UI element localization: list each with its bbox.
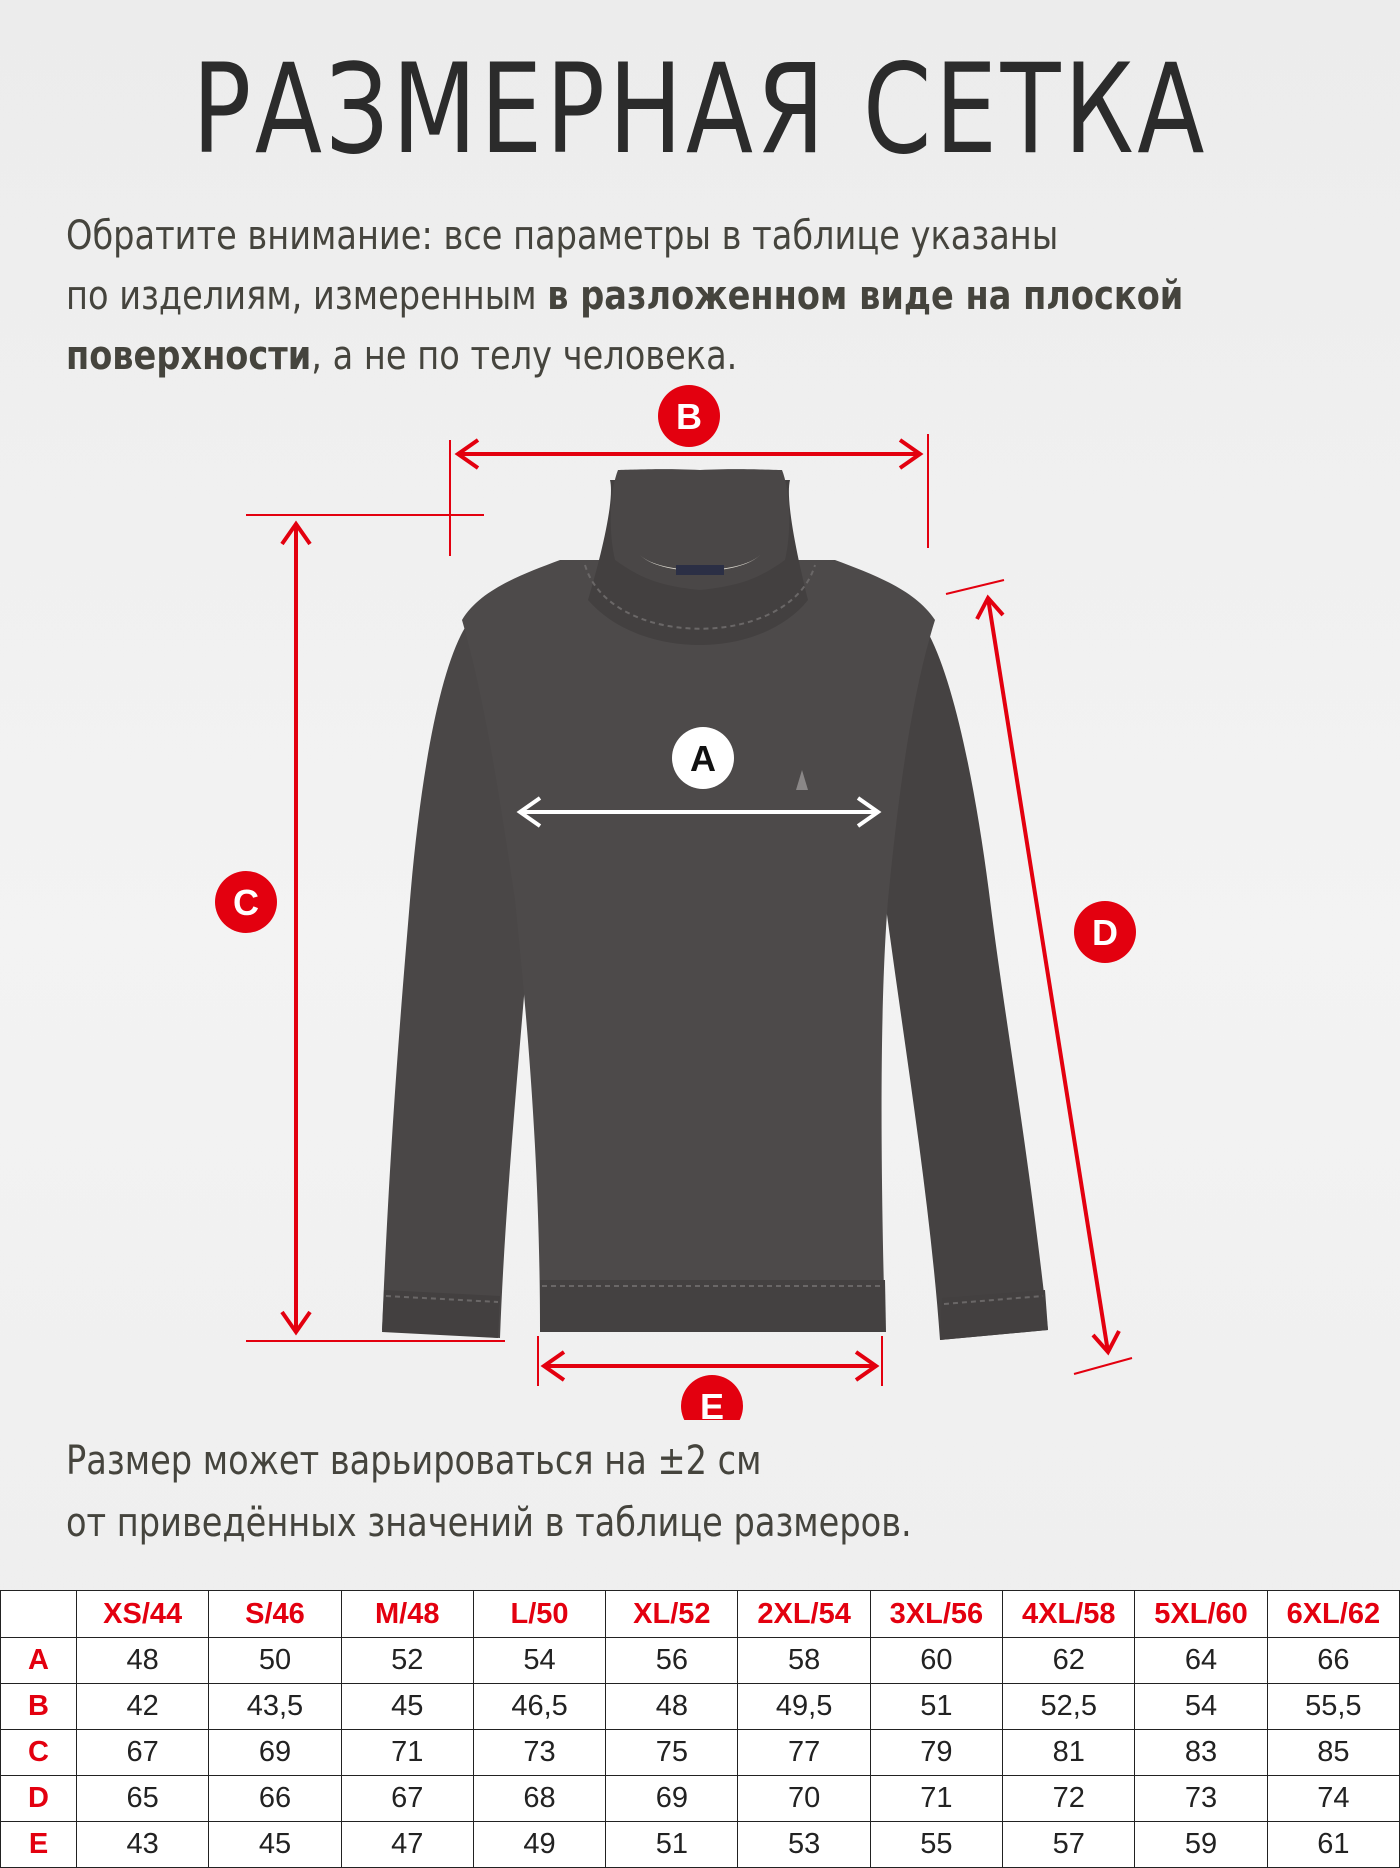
size-header: 6XL/62 bbox=[1267, 1591, 1399, 1638]
size-value-cell: 65 bbox=[77, 1776, 209, 1822]
size-value-cell: 67 bbox=[341, 1776, 473, 1822]
size-value-cell: 71 bbox=[341, 1730, 473, 1776]
measurement-note-line-3-bold: поверхности bbox=[66, 333, 312, 379]
tolerance-note-line-2: от приведённых значений в таблице размеров. bbox=[66, 1500, 912, 1546]
badge-b-label: B bbox=[676, 396, 702, 437]
size-value-cell: 57 bbox=[1003, 1822, 1135, 1868]
size-value-cell: 74 bbox=[1267, 1776, 1399, 1822]
size-value-cell: 53 bbox=[738, 1822, 870, 1868]
size-value-cell: 52 bbox=[341, 1638, 473, 1684]
size-value-cell: 77 bbox=[738, 1730, 870, 1776]
size-value-cell: 55,5 bbox=[1267, 1684, 1399, 1730]
size-header: M/48 bbox=[341, 1591, 473, 1638]
size-value-cell: 51 bbox=[870, 1684, 1002, 1730]
size-value-cell: 61 bbox=[1267, 1822, 1399, 1868]
table-row bbox=[1, 1822, 1400, 1868]
measurement-note-line-3-plain: , а не по телу человека. bbox=[311, 333, 738, 379]
size-header: 2XL/54 bbox=[738, 1591, 870, 1638]
row-label: B bbox=[1, 1684, 77, 1730]
size-value-cell: 75 bbox=[606, 1730, 738, 1776]
corner-cell bbox=[1, 1591, 77, 1638]
size-value-cell: 83 bbox=[1135, 1730, 1267, 1776]
size-header: 5XL/60 bbox=[1135, 1591, 1267, 1638]
size-value-cell: 56 bbox=[606, 1638, 738, 1684]
size-value-cell: 67 bbox=[77, 1730, 209, 1776]
table-row bbox=[1, 1776, 1400, 1822]
size-header: XS/44 bbox=[77, 1591, 209, 1638]
badge-b bbox=[658, 385, 720, 447]
badge-a-label: A bbox=[690, 738, 716, 779]
size-value-cell: 59 bbox=[1135, 1822, 1267, 1868]
table-row bbox=[1, 1684, 1400, 1730]
size-value-cell: 72 bbox=[1003, 1776, 1135, 1822]
size-value-cell: 66 bbox=[209, 1776, 341, 1822]
size-value-cell: 55 bbox=[870, 1822, 1002, 1868]
size-value-cell: 48 bbox=[77, 1638, 209, 1684]
size-value-cell: 48 bbox=[606, 1684, 738, 1730]
measurement-note-line-2-bold: в разложенном виде на плоской bbox=[547, 273, 1184, 319]
size-value-cell: 50 bbox=[209, 1638, 341, 1684]
size-value-cell: 71 bbox=[870, 1776, 1002, 1822]
size-header: L/50 bbox=[473, 1591, 605, 1638]
size-value-cell: 70 bbox=[738, 1776, 870, 1822]
size-header: 4XL/58 bbox=[1003, 1591, 1135, 1638]
size-value-cell: 47 bbox=[341, 1822, 473, 1868]
page-title: РАЗМЕРНАЯ СЕТКА bbox=[192, 38, 1208, 182]
size-value-cell: 85 bbox=[1267, 1730, 1399, 1776]
size-value-cell: 43,5 bbox=[209, 1684, 341, 1730]
size-value-cell: 64 bbox=[1135, 1638, 1267, 1684]
row-label: C bbox=[1, 1730, 77, 1776]
size-value-cell: 62 bbox=[1003, 1638, 1135, 1684]
measurement-note-line-1: Обратите внимание: все параметры в таблице указаны bbox=[66, 213, 1059, 259]
size-value-cell: 54 bbox=[473, 1638, 605, 1684]
row-label: A bbox=[1, 1638, 77, 1684]
measurement-note-line-2-plain: по изделиям, измеренным bbox=[66, 273, 548, 319]
tolerance-note bbox=[66, 1430, 1158, 1554]
table-row bbox=[1, 1638, 1400, 1684]
badge-d-label: D bbox=[1092, 912, 1118, 953]
size-value-cell: 58 bbox=[738, 1638, 870, 1684]
row-label: D bbox=[1, 1776, 77, 1822]
badge-c bbox=[215, 871, 277, 933]
size-value-cell: 49 bbox=[473, 1822, 605, 1868]
size-header: XL/52 bbox=[606, 1591, 738, 1638]
size-header: 3XL/56 bbox=[870, 1591, 1002, 1638]
size-value-cell: 54 bbox=[1135, 1684, 1267, 1730]
size-header: S/46 bbox=[209, 1591, 341, 1638]
size-value-cell: 45 bbox=[341, 1684, 473, 1730]
badge-d bbox=[1074, 901, 1136, 963]
badge-e bbox=[681, 1375, 743, 1420]
row-label: E bbox=[1, 1822, 77, 1868]
size-value-cell: 69 bbox=[606, 1776, 738, 1822]
size-value-cell: 73 bbox=[1135, 1776, 1267, 1822]
size-value-cell: 49,5 bbox=[738, 1684, 870, 1730]
size-value-cell: 81 bbox=[1003, 1730, 1135, 1776]
size-header-row bbox=[1, 1591, 1400, 1638]
size-value-cell: 51 bbox=[606, 1822, 738, 1868]
size-value-cell: 60 bbox=[870, 1638, 1002, 1684]
table-row bbox=[1, 1730, 1400, 1776]
size-value-cell: 73 bbox=[473, 1730, 605, 1776]
size-value-cell: 43 bbox=[77, 1822, 209, 1868]
size-value-cell: 68 bbox=[473, 1776, 605, 1822]
size-value-cell: 42 bbox=[77, 1684, 209, 1730]
turtleneck-illustration bbox=[382, 469, 1048, 1340]
badge-a bbox=[672, 727, 734, 789]
size-table bbox=[0, 1590, 1400, 1868]
size-value-cell: 52,5 bbox=[1003, 1684, 1135, 1730]
tolerance-note-line-1: Размер может варьироваться на ±2 см bbox=[66, 1438, 762, 1484]
size-value-cell: 66 bbox=[1267, 1638, 1399, 1684]
size-value-cell: 46,5 bbox=[473, 1684, 605, 1730]
size-value-cell: 79 bbox=[870, 1730, 1002, 1776]
badge-c-label: C bbox=[233, 882, 259, 923]
size-value-cell: 69 bbox=[209, 1730, 341, 1776]
size-value-cell: 45 bbox=[209, 1822, 341, 1868]
badge-e-label: E bbox=[699, 1386, 725, 1420]
